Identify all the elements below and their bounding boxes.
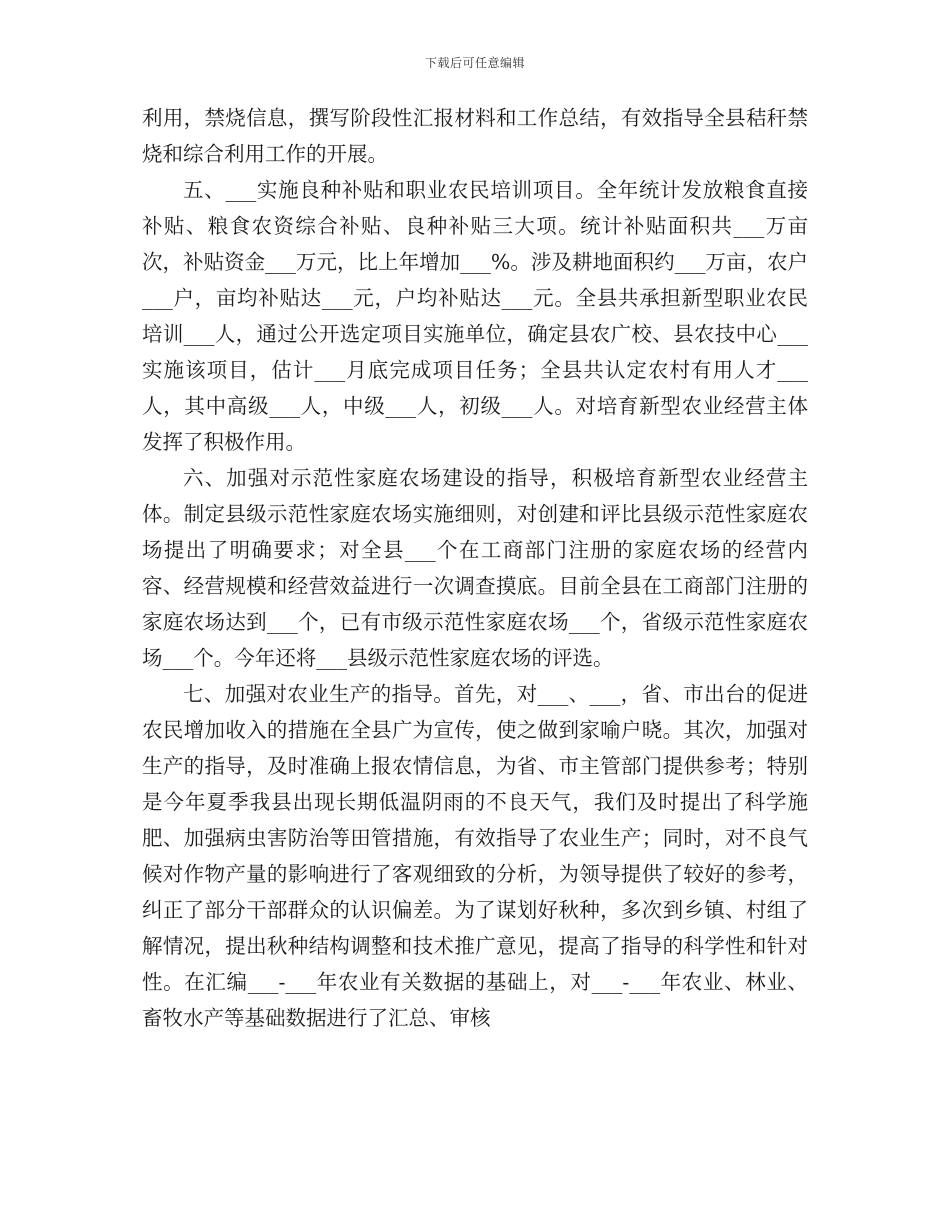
document-body bbox=[142, 100, 808, 1036]
paragraph-section-6: 六、加强对示范性家庭农场建设的指导，积极培育新型农业经营主体。制定县级示范性家庭农场实施细则，对创建和评比县级示范性家庭农场提出了明确要求；对全县___个在工商部门注册的家庭农场的经营内容、经营规模和经营效益进行一次调查摸底。目前全县在工商部门注册的家庭农场达到___个，已有市级示范性家庭农场___个，省级示范性家庭农场___个。今年还将___县级示范性家庭农场的评选。 bbox=[142, 466, 808, 670]
paragraph-section-7: 七、加强对农业生产的指导。首先，对___、___，省、市出台的促进农民增加收入的措施在全县广为宣传，使之做到家喻户晓。其次，加强对生产的指导，及时准确上报农情信息，为省、市主管部门提供参考；特别是今年夏季我县出现长期低温阴雨的不良天气，我们及时提出了科学施肥、加强病虫害防治等田管措施，有效指导了农业生产；同时，对不良气候对作物产量的影响进行了客观细致的分析，为领导提供了较好的参考，纠正了部分干部群众的认识偏差。为了谋划好秋种，多次到乡镇、村组了解情况，提出秋种结构调整和技术推广意见，提高了指导的科学性和针对性。在汇编___-___年农业有关数据的基础上，对___-___年农业、林业、畜牧水产等基础数据进行了汇总、审核 bbox=[142, 682, 808, 1030]
paragraph-continuation: 利用，禁烧信息，撰写阶段性汇报材料和工作总结，有效指导全县秸秆禁烧和综合利用工作的开展。 bbox=[142, 106, 808, 166]
header-note: 下载后可任意编辑 bbox=[424, 56, 525, 70]
paragraph-section-5: 五、___实施良种补贴和职业农民培训项目。全年统计发放粮食直接补贴、粮食农资综合补贴、良种补贴三大项。统计补贴面积共___万亩次，补贴资金___万元，比上年增加___%。涉及耕地面积约___万亩，农户___户，亩均补贴达___元，户均补贴达___元。全县共承担新型职业农民培训___人，通过公开选定项目实施单位，确定县农广校、县农技中心___实施该项目，估计___月底完成项目任务；全县共认定农村有用人才___人，其中高级___人，中级___人，初级___人。对培育新型农业经营主体发挥了积极作用。 bbox=[142, 178, 808, 454]
